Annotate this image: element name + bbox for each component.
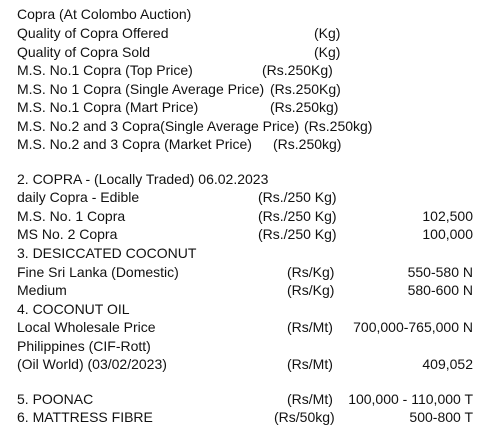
row-unit: (Rs.250kg) [273,136,342,152]
coconut-oil-heading-row [0,300,503,318]
copra-local-heading: 2. COPRA - (Locally Traded) 06.02.2023 [17,171,269,187]
row-value: 550-580 N [407,264,473,280]
price-row [0,281,503,299]
row-unit: (Rs./250 Kg) [258,189,337,205]
row-value: 700,000-765,000 N [353,319,473,335]
row-label: M.S. No 1 Copra (Single Average Price) [17,81,265,97]
row-label: M.S. No. 1 Copra [17,208,126,224]
row-unit: (Rs.250kg) [270,99,339,115]
row-unit: (Rs.250kg) [304,118,373,134]
row-unit: (Kg) [314,44,341,60]
row-unit: (Rs./250 Kg) [258,226,337,242]
mattress-fibre-row [0,408,503,426]
price-row [0,318,503,336]
price-row [0,263,503,281]
row-unit: (Rs/Mt) [287,319,333,335]
price-row [0,24,503,42]
desiccated-heading-row [0,244,503,262]
row-unit: (Rs/Kg) [287,282,335,298]
poonac-value: 100,000 - 110,000 T [348,391,473,407]
copra-auction-heading-row [0,5,503,23]
price-row [0,188,503,206]
row-value: 102,500 [422,208,473,224]
row-unit: (Rs./250 Kg) [258,208,337,224]
row-unit: (Rs/Kg) [287,264,335,280]
copra-auction-heading: Copra (At Colombo Auction) [17,6,192,22]
price-row [0,43,503,61]
mattress-fibre-value: 500-800 T [409,409,473,425]
row-label: Local Wholesale Price [17,319,156,335]
row-label: Philippines (CIF-Rott) [17,338,151,354]
row-label: M.S. No.1 Copra (Mart Price) [17,99,199,115]
row-label: Quality of Copra Offered [17,25,169,41]
row-unit: (Rs.250Kg) [270,81,341,97]
row-unit: (Rs.250Kg) [262,62,333,78]
row-value: 100,000 [422,226,473,242]
price-row [0,225,503,243]
row-value: 409,052 [422,356,473,372]
mattress-fibre-label: 6. MATTRESS FIBRE [17,409,153,425]
row-label: Quality of Copra Sold [17,44,151,60]
row-unit: (Rs/Mt) [287,356,333,372]
price-row [0,355,503,373]
price-row [0,98,503,116]
row-value: 580-600 N [407,282,473,298]
price-row [0,80,503,98]
copra-local-heading-row [0,170,503,188]
price-row [0,117,503,135]
price-row [0,337,503,355]
row-label: M.S. No.2 and 3 Copra (Market Price) [17,136,252,152]
row-label: daily Copra - Edible [17,189,140,205]
row-label: MS No. 2 Copra [17,226,118,242]
mattress-fibre-unit: (Rs/50kg) [274,409,335,425]
row-label: Medium [17,282,67,298]
desiccated-heading: 3. DESICCATED COCONUT [17,245,197,261]
coconut-oil-heading: 4. COCONUT OIL [17,301,130,317]
row-label: (Oil World) (03/02/2023) [17,356,167,372]
poonac-row [0,390,503,408]
row-label: M.S. No.1 Copra (Top Price) [17,62,193,78]
price-row [0,207,503,225]
row-label: Fine Sri Lanka (Domestic) [17,264,179,280]
row-unit: (Kg) [314,25,341,41]
poonac-unit: (Rs/Mt) [287,391,333,407]
price-row [0,135,503,153]
price-row [0,61,503,79]
poonac-label: 5. POONAC [17,391,94,407]
row-label: M.S. No.2 and 3 Copra(Single Average Price) [17,118,300,134]
